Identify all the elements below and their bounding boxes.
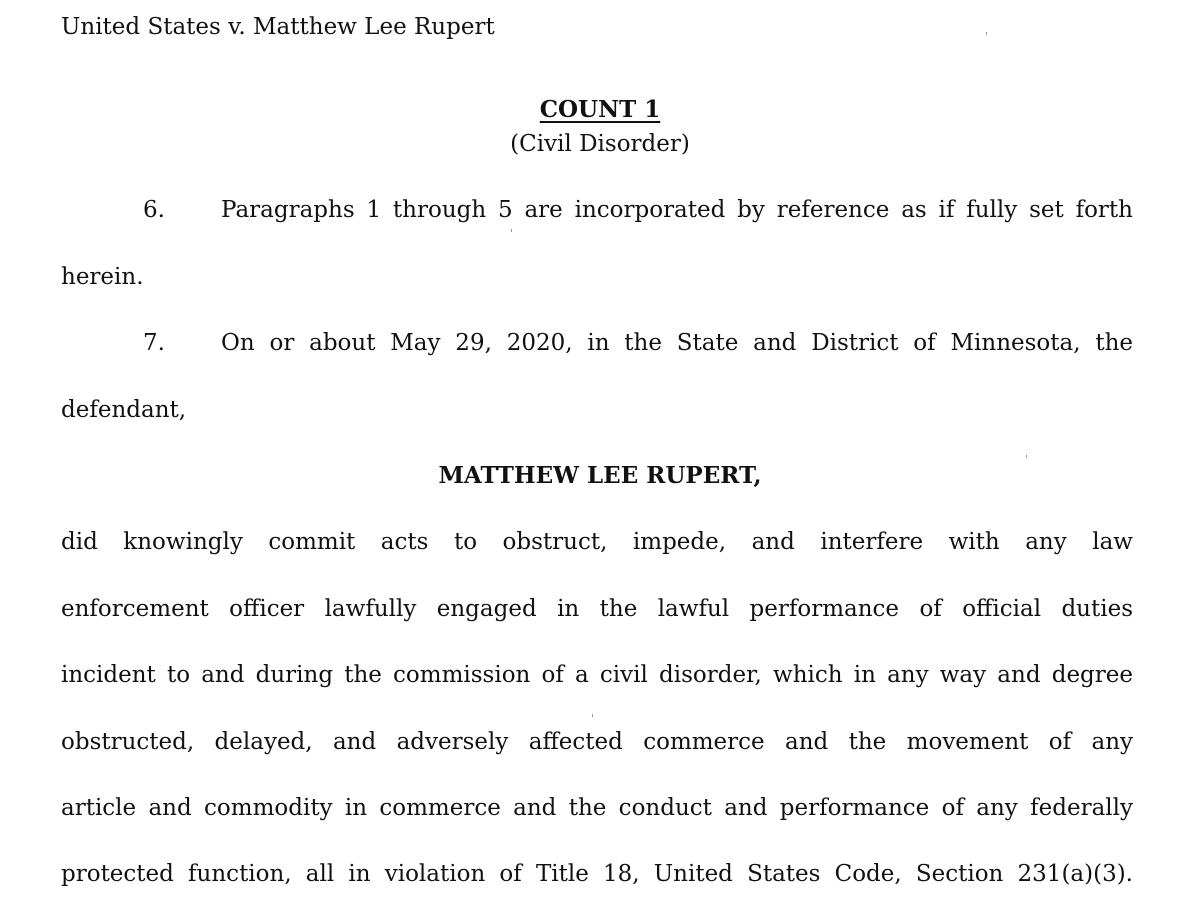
charge-line: protected function, all in violation of Title 18, United States Code, Section 231(a)(3).: [61, 861, 1133, 887]
defendant-name: MATTHEW LEE RUPERT,: [438, 462, 762, 489]
scan-artifact: [986, 32, 987, 35]
paragraph-text: On or about May 29, 2020, in the State and District of Minnesota, the: [221, 330, 1133, 356]
paragraph-number: 6.: [143, 197, 165, 223]
count-title: COUNT 1: [539, 96, 661, 123]
paragraph-7-line-2: defendant,: [61, 397, 187, 423]
paragraph-number: 7.: [143, 330, 165, 356]
charge-line: article and commodity in commerce and the conduct and performance of any federally: [61, 795, 1133, 821]
paragraph-6-line-1: [61, 195, 1133, 225]
scan-artifact: [1026, 455, 1027, 458]
paragraph-7-line-1: [61, 328, 1133, 358]
scan-artifact: [592, 714, 593, 717]
charge-line: did knowingly commit acts to obstruct, impede, and interfere with any law: [61, 529, 1133, 555]
charge-line: obstructed, delayed, and adversely affected commerce and the movement of any: [61, 729, 1133, 755]
running-header: United States v. Matthew Lee Rupert: [61, 14, 495, 40]
paragraph-text: Paragraphs 1 through 5 are incorporated by reference as if fully set forth: [221, 197, 1133, 223]
scan-artifact: [511, 229, 512, 232]
count-subtitle: (Civil Disorder): [510, 131, 690, 157]
charge-line: enforcement officer lawfully engaged in the lawful performance of official duties: [61, 596, 1133, 622]
paragraph-6-line-2: herein.: [61, 264, 144, 290]
charge-line: incident to and during the commission of a civil disorder, which in any way and degree: [61, 662, 1133, 688]
